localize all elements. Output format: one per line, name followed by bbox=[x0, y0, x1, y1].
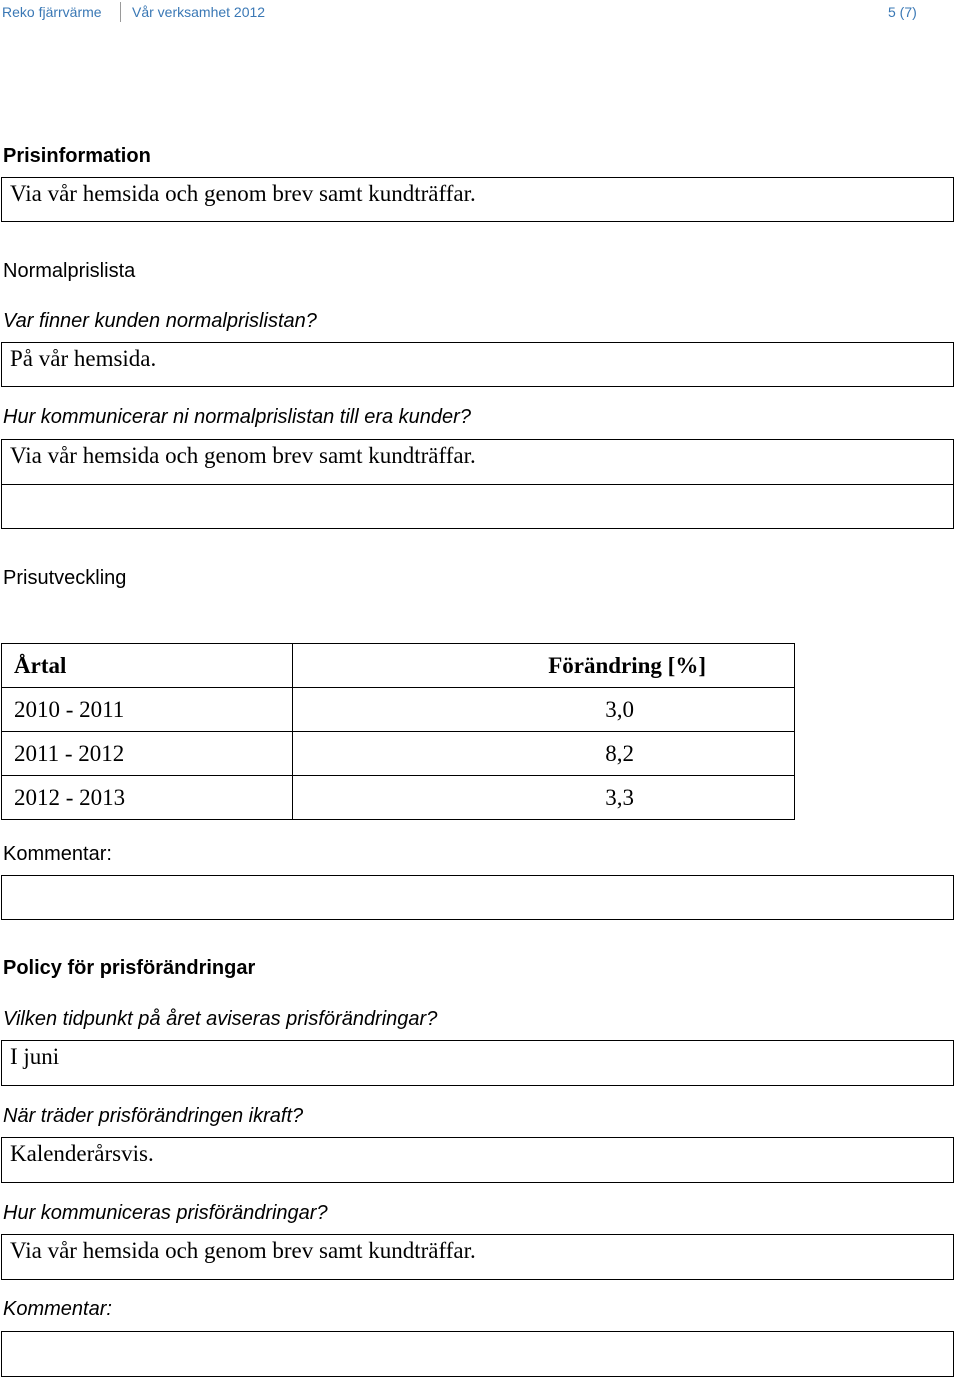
policy-question-2: När träder prisförändringen ikraft? bbox=[3, 1105, 304, 1127]
table-row bbox=[2, 688, 795, 732]
policy-comment-label: Kommentar: bbox=[3, 1298, 112, 1320]
normalprislista-answer-1-box[interactable]: På vår hemsida. bbox=[1, 342, 954, 387]
policy-question-3: Hur kommuniceras prisförändringar? bbox=[3, 1202, 328, 1224]
table-row bbox=[2, 776, 795, 820]
normalprislista-answer-2-extra-box[interactable] bbox=[1, 484, 954, 529]
header-company: Reko fjärrvärme bbox=[2, 4, 102, 20]
row-change: 3,0 bbox=[293, 688, 795, 732]
table-row bbox=[2, 732, 795, 776]
policy-comment-box[interactable] bbox=[1, 1331, 954, 1377]
row-year: 2011 - 2012 bbox=[2, 732, 293, 776]
row-year: 2010 - 2011 bbox=[2, 688, 293, 732]
row-change: 8,2 bbox=[293, 732, 795, 776]
policy-answer-3-box[interactable]: Via vår hemsida och genom brev samt kundträffar. bbox=[1, 1234, 954, 1280]
column-header-year: Årtal bbox=[2, 644, 293, 688]
normalprislista-heading: Normalprislista bbox=[3, 260, 136, 282]
normalprislista-answer-2-box[interactable]: Via vår hemsida och genom brev samt kundträffar. bbox=[1, 439, 954, 485]
policy-answer-1-box[interactable]: I juni bbox=[1, 1040, 954, 1086]
header-divider bbox=[120, 2, 121, 22]
prisinformation-heading: Prisinformation bbox=[3, 145, 151, 167]
normalprislista-question-2: Hur kommunicerar ni normalprislistan till era kunder? bbox=[3, 406, 471, 428]
table-header-row bbox=[2, 644, 795, 688]
row-change: 3,3 bbox=[293, 776, 795, 820]
column-header-change: Förändring [%] bbox=[293, 644, 795, 688]
policy-heading: Policy för prisförändringar bbox=[3, 957, 256, 979]
row-year: 2012 - 2013 bbox=[2, 776, 293, 820]
prisutveckling-heading: Prisutveckling bbox=[3, 567, 127, 589]
header-section: Vår verksamhet 2012 bbox=[132, 4, 266, 20]
page-number: 5 (7) bbox=[888, 4, 917, 20]
policy-question-1: Vilken tidpunkt på året aviseras prisförändringar? bbox=[3, 1008, 438, 1030]
price-change-table bbox=[1, 643, 795, 820]
prisutveckling-comment-box[interactable] bbox=[1, 875, 954, 920]
prisutveckling-comment-label: Kommentar: bbox=[3, 843, 112, 865]
prisinformation-answer-box[interactable]: Via vår hemsida och genom brev samt kundträffar. bbox=[1, 177, 954, 222]
normalprislista-question-1: Var finner kunden normalprislistan? bbox=[3, 310, 317, 332]
policy-answer-2-box[interactable]: Kalenderårsvis. bbox=[1, 1137, 954, 1183]
